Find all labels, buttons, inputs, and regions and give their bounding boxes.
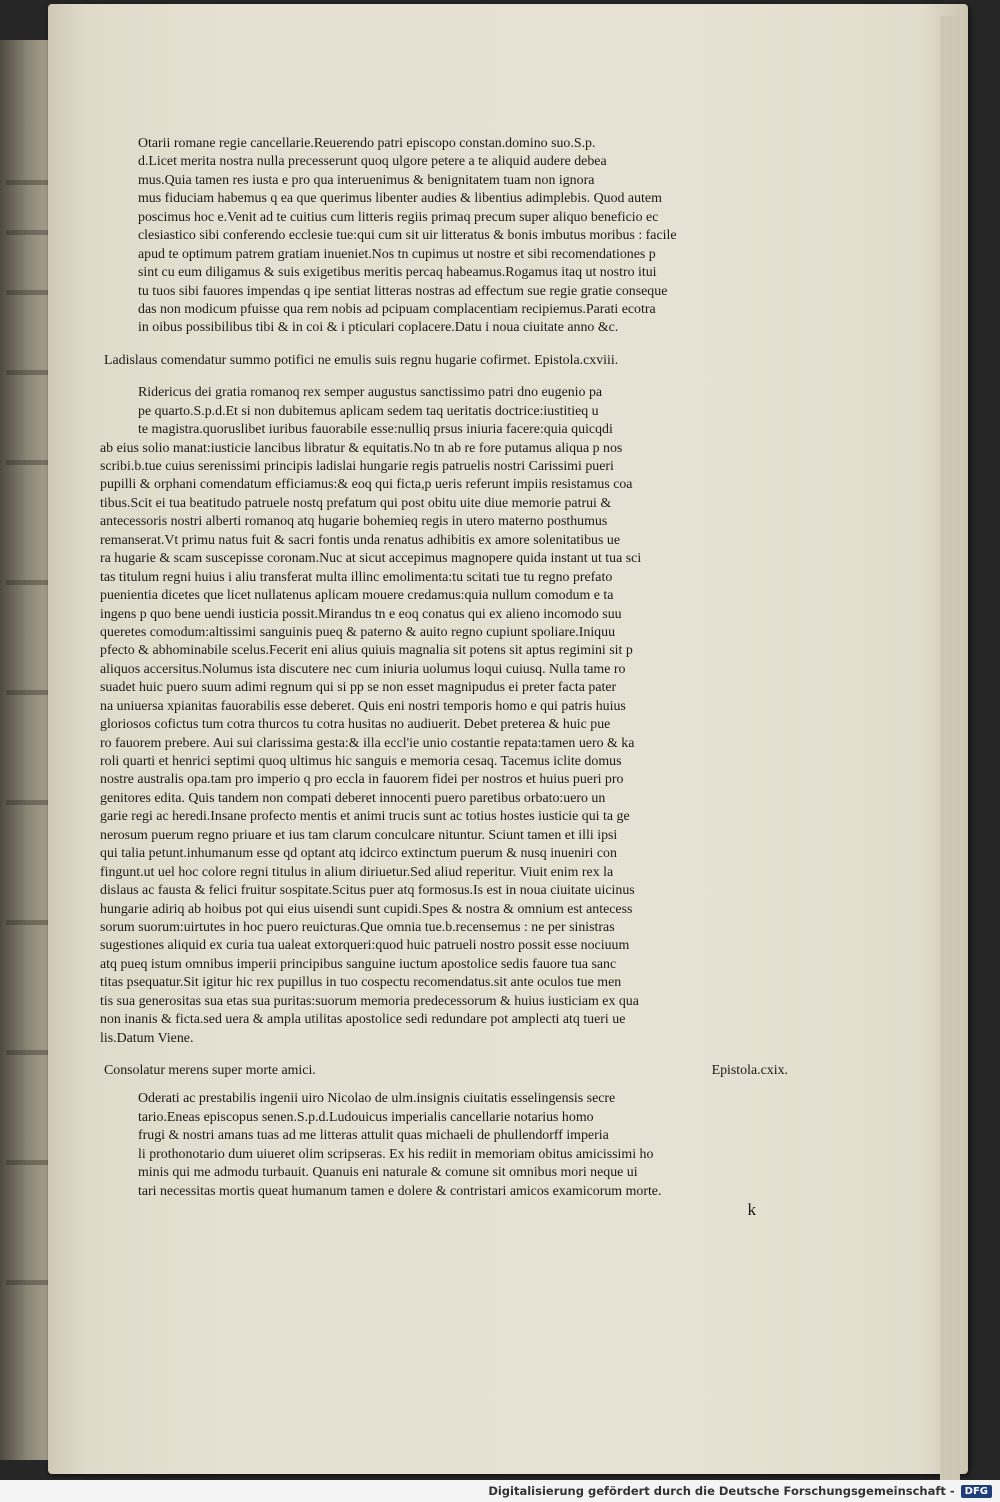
text-line: d.Licet merita nostra nulla precesserunt quoq ulgore petere a te aliquid audere debea [138, 154, 607, 170]
text-line: ab eius solio manat:iusticie lancibus libratur & equitatis.No tn ab re fore putamus aliqua p nos [100, 440, 623, 456]
text-line: atq pueq istum omnibus imperii principibus sanguine iuctum apostolice sedis fauore tua sanc [100, 956, 617, 972]
text-line: genitores edita. Quis tandem non compati deberet innocenti puero paretibus orbato:uero un [100, 790, 606, 806]
text-line: puenientia dicetes que licet nullatenus aplicam mouere credamus:quia nullum comodum e ta [100, 588, 614, 604]
text-line: tari necessitas mortis queat humanum tamen e dolere & contristari amicos examicorum morte. [138, 1183, 662, 1199]
text-line: mus fiduciam habemus q ea que querimus libenter audies & libentius adimplebis. Quod autem [138, 191, 662, 207]
text-line: lis.Datum Viene. [100, 1030, 194, 1046]
text-line: nostre australis opa.tam pro imperio q pro eccla in fauorem fidei per nostros et huius pueri pro [100, 772, 624, 788]
text-line: das non modicum pfuisse qua rem nobis ad pcipuam complacentiam recipiemus.Parati ecotra [138, 301, 656, 317]
text-line: Ridericus dei gratia romanoq rex semper augustus sanctissimo patri dno eugenio pa [138, 385, 603, 401]
text-line: sint cu eum diligamus & suis exigetibus meritis percaq habeamus.Rogamus itaq ut nostro itui [138, 265, 657, 281]
text-line: apud te optimum patrem gratiam inueniet.Nos tn cupimus ut nostre et sibi recomendationes p [138, 246, 656, 262]
letter-120-heading [100, 1062, 790, 1080]
dfg-logo: DFG [961, 1485, 992, 1498]
text-line: fingunt.ut uel hoc colore regni titulus in alium diriuetur.Sed aliud reperitur. Viuit enim rex la [100, 864, 614, 880]
text-line: tibus.Scit ei tua beatitudo patruele nostq prefatum qui post obitu uite diue memorie patrui & [100, 495, 612, 511]
letter-119-body [100, 384, 790, 1048]
text-line: pe quarto.S.p.d.Et si non dubitemus aplicam sedem taq ueritatis doctrice:iustitieq u [138, 403, 599, 419]
text-line: garie regi ac heredi.Insane profecto mentis et animi trucis sunt ac totius hostes iusticie qui ta ge [100, 809, 630, 825]
letter-120-heading-left: Consolatur merens super morte amici. [104, 1063, 316, 1078]
text-line: Oderati ac prestabilis ingenii uiro Nicolao de ulm.insignis ciuitatis esselingensis secre [138, 1091, 616, 1107]
text-line: ro fauorem prebere. Aui sui clarissima gesta:& illa eccl'ie unio costantie repata:tamen uero & ka [100, 735, 635, 751]
text-line: in oibus possibilibus tibi & in coi & i pticulari coplacere.Datu i noua ciuitate anno &c. [138, 320, 619, 336]
text-line: ingens p quo bene uendi iusticia possit.Mirandus tn e eoq conatus qui ex alieno incomodo suu [100, 606, 622, 622]
letter-118-tail [100, 135, 790, 338]
text-line: antecessoris nostri alberti romanoq atq hugarie bohemieq regis in utero materno posthumus [100, 514, 608, 530]
text-line: tis sua generositas sua etas sua puritas:suorum memoria predecessorum & huius iusticiam ex qua [100, 993, 639, 1009]
text-line: na uniuersa xpianitas fauorabilis esse deberet. Quis eni nostri temporis homo e qui patris huius [100, 698, 626, 714]
text-line: hungarie adiriq ab hoibus pot qui eius uisendi sunt cupidi.Spes & nostra & omnium est antecess [100, 901, 633, 917]
text-line: Otarii romane regie cancellarie.Reuerendo patri episcopo constan.domino suo.S.p. [138, 136, 596, 151]
text-line: aliquos accersitus.Nolumus ista discutere nec cum iniuria uolumus loqui cuiusq. Nulla tame ro [100, 661, 626, 677]
text-line: titas psequatur.Sit igitur hic rex pupillus in tuo cospectu recomendatus.sit ante oculos tue men [100, 975, 622, 991]
letter-120-heading-right: Epistola.cxix. [711, 1063, 788, 1078]
text-line: tu tuos sibi fauores impendas q ipe sentiat litteras nostras ad effectum sue regie gratie conseque [138, 283, 668, 299]
letter-119-heading: Ladislaus comendatur summo potifici ne emulis suis regnu hugarie cofirmet. Epistola.cxviii. [104, 352, 619, 368]
text-line: poscimus hoc e.Venit ad te cuitius cum litteris regiis primaq precum super aliquo beneficio ec [138, 209, 659, 225]
digitization-footer [0, 1480, 1000, 1502]
text-line: roli quarti et henrici septimi quoq ultimus hic sanguis e memoria cesaq. Tacemus iclite domus [100, 754, 622, 769]
text-line: sugestiones aliquid ex curia tua ualeat extorqueri:quod huic patrueli nostro possit esse nociuum [100, 938, 630, 954]
text-line: sorum suorum:uirtutes in hoc puero reuicturas.Que omnia tue.b.recensemus : ne per sinistras [100, 919, 615, 935]
text-line: tario.Eneas episcopus senen.S.p.d.Ludouicus imperialis cancellarie notarius homo [138, 1109, 594, 1125]
text-line: remanserat.Vt primu natus fuit & sacri fontis unda renatus adhibitis ex amore solenitatibus ue [100, 532, 620, 548]
text-line: non inanis & ficta.sed uera & ampla utilitas apostolice sedi redundare pot amplecti atq tueri ue [100, 1012, 626, 1028]
text-line: clesiastico sibi conferendo ecclesie tue:qui cum sit uir litteratus & bonis imbutus moribus : facile [138, 228, 677, 244]
text-line: te magistra.quoruslibet iuribus fauorabile esse:nulliq prsus iniuria facere:quia quicqdi [138, 422, 613, 438]
text-line: nerosum puerum regno priuare et ius tam clarum conculcare nituntur. Sciunt tamen et illi ipsi [100, 827, 618, 843]
text-line: scribi.b.tue cuius serenissimi principis ladislai hungarie regis patruelis nostri Carissimi pueri [100, 459, 614, 474]
text-line: suadet huic puero suum adimi regnum qui si pp se non esset magnipudus ei preter facta pater [100, 680, 617, 696]
text-line: pupilli & orphani comendatum efficiamus:& eoq qui ficta,p ueris referunt impiis resistamus coa [100, 477, 633, 493]
letter-120-body [100, 1090, 790, 1201]
text-line: li prothonotario dum uiueret olim scripseras. Ex his rediit in memoriam obitus amicissimi ho [138, 1146, 654, 1162]
text-line: frugi & nostri amans tuas ad me litteras attulit quas michaeli de phullendorff imperia [138, 1128, 609, 1144]
text-line: tas titulum regni huius i aliu transferat multa illinc emolimenta:tu scitati tue tu regno prefato [100, 569, 613, 585]
text-line: mus.Quia tamen res iusta e pro qua interuenimus & benignitatem tuam non ignora [138, 172, 595, 188]
text-line: dislaus ac fausta & felici fruitur sospitate.Scitus puer atq formosus.Is est in noua ciuitate uicinus [100, 883, 635, 899]
page-edge-stack [940, 16, 960, 1484]
text-line: pfecto & abhominabile scelus.Fecerit eni alius quiuis magnalia sit potens sit aptus regimini sit p [100, 643, 633, 659]
text-line: queretes comodum:altissimi sanguinis pueq & paterno & auito regno cupiunt spoliare.Iniquu [100, 624, 616, 640]
text-line: qui talia petunt.inhumanum esse qd optant atq idcirco extinctum puerum & nusq inueniri con [100, 846, 617, 862]
text-line: minis qui me admodu turbauit. Quanuis eni naturale & comune sit omnibus mori neque ui [138, 1165, 638, 1181]
signature-mark: k [747, 1201, 756, 1220]
text-line: ra hugarie & scam suscepisse coronam.Nuc at sicut accepimus magnopere quida instant ut tua sci [100, 551, 642, 567]
footer-text: Digitalisierung gefördert durch die Deutsche Forschungsgemeinschaft - [488, 1484, 955, 1498]
page-text [100, 135, 790, 1220]
text-line: gloriosos cofictus tum cotra thurcos tu cotra husitas no audiuerit. Debet preterea & huic pue [100, 717, 611, 733]
